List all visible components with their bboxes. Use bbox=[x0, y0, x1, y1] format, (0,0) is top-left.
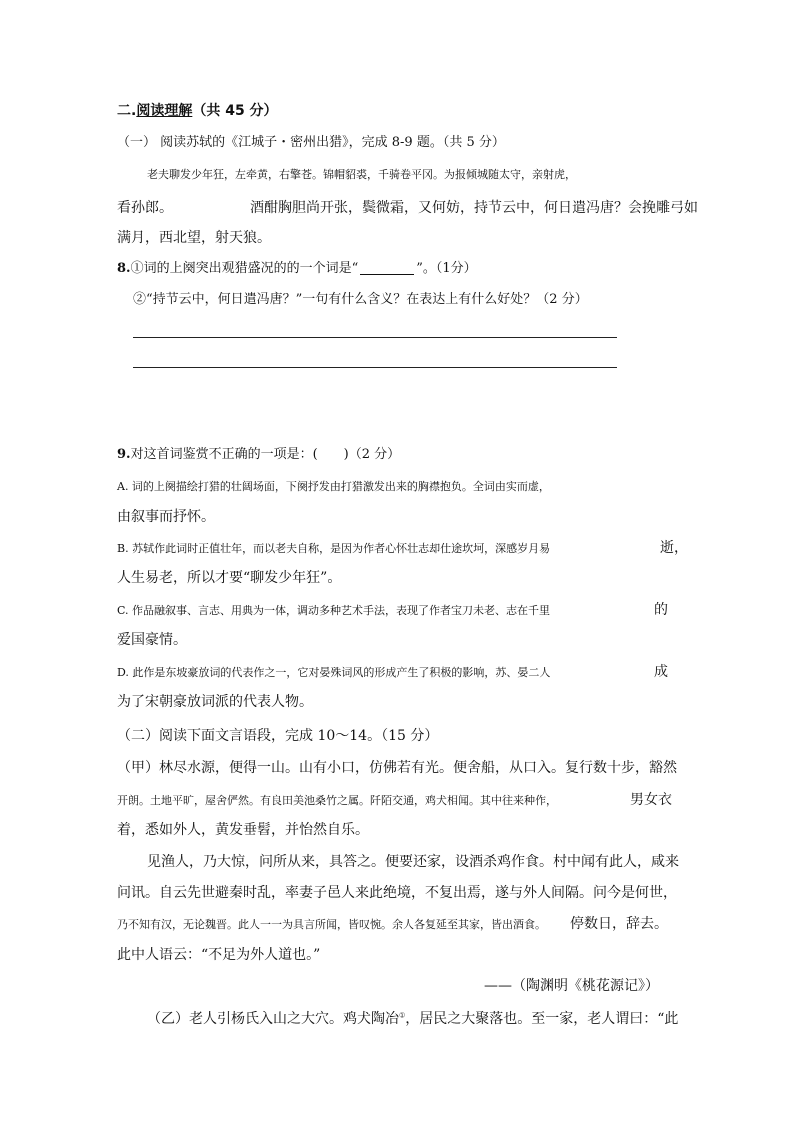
jia-source: ——（陶渊明《桃花源记》） bbox=[484, 978, 659, 994]
jia-line-3: 着，悉如外人，黄发垂髫，并怡然自乐。 bbox=[117, 822, 369, 838]
q9-number: 9. bbox=[117, 447, 131, 462]
section-number: 二. bbox=[117, 103, 137, 119]
q8-part1-before: ①词的上阕突出观猎盛况的的一个词是“ bbox=[130, 261, 359, 276]
option-d-line-1-end: 成 bbox=[654, 664, 668, 680]
poem-line-3: 满月，西北望，射天狼。 bbox=[117, 230, 271, 246]
jia-line-7: 此中人语云：“不足为外人道也。” bbox=[117, 947, 321, 963]
jia-line-2b: 男女衣 bbox=[630, 792, 672, 808]
answer-line-2[interactable] bbox=[133, 367, 617, 368]
yi-line-1 bbox=[147, 1012, 678, 1026]
q8-part1-after: ”。（1分） bbox=[416, 261, 477, 276]
poem-line-1: 老夫聊发少年狂，左牵黄，右擎苍。锦帽貂裘，千骑卷平冈。为报倾城随太守，亲射虎， bbox=[147, 168, 576, 181]
option-c-line-1: C. 作品融叙事、言志、用典为一体，调动多种艺术手法，表现了作者宝刀未老、志在千里 bbox=[117, 604, 551, 617]
yi-line-1a: （乙）老人引杨氏入山之大穴。鸡犬陶冶 bbox=[147, 1011, 399, 1027]
option-d-line-1: D. 此作是东坡豪放词的代表作之一，它对晏殊词风的形成产生了积极的影响，苏、晏二人 bbox=[117, 666, 551, 679]
option-b-line-1-end: 逝， bbox=[660, 540, 688, 556]
part2-heading: （二）阅读下面文言语段，完成 10～14。（15 分） bbox=[117, 728, 439, 744]
section-score: （共 45 分） bbox=[192, 103, 278, 119]
jia-line-2a: 开朗。土地平旷，屋舍俨然。有良田美池桑竹之属。阡陌交通，鸡犬相闻。其中往来种作， bbox=[117, 794, 557, 807]
q8-answer-blank[interactable] bbox=[360, 262, 414, 275]
poem-line-2a: 看孙郎。 bbox=[117, 200, 173, 216]
option-a-line-1: A. 词的上阕描绘打猎的壮阔场面，下阕抒发由打猎激发出来的胸襟抱负。全词由实而虚， bbox=[117, 480, 550, 493]
option-d-line-2: 为了宋朝豪放词派的代表人物。 bbox=[117, 694, 313, 710]
jia-line-6b: 停数日，辞去。 bbox=[570, 916, 668, 932]
section-title: 阅读理解 bbox=[136, 103, 193, 119]
footnote-marker: ① bbox=[399, 1011, 406, 1020]
question-8 bbox=[117, 262, 477, 275]
yi-line-1b: ，居民之大聚落也。至一家，老人谓曰：“此 bbox=[405, 1011, 679, 1027]
poem-line-2b: 酒酣胸胆尚开张，鬓微霜，又何妨，持节云中，何日遣冯唐？会挽雕弓如 bbox=[250, 200, 698, 216]
option-b-line-1: B. 苏轼作此词时正值壮年，而以老夫自称，是因为作者心怀壮志却仕途坎坷，深感岁月易 bbox=[117, 542, 551, 555]
option-c-line-1-end: 的 bbox=[654, 602, 668, 618]
jia-line-6a: 乃不知有汉，无论魏晋。此人一一为具言所闻，皆叹惋。余人各复延至其家，皆出酒食。 bbox=[117, 918, 546, 931]
q9-stem: 对这首词鉴赏不正确的一项是：( )（2 分） bbox=[130, 447, 401, 462]
q8-part2: ②“持节云中，何日遣冯唐？”一句有什么含义？在表达上有什么好处？（2 分） bbox=[133, 292, 588, 307]
jia-line-1: （甲）林尽水源，便得一山。山有小口，仿佛若有光。便舍船，从口入。复行数十步，豁然 bbox=[117, 760, 677, 776]
question-9 bbox=[117, 448, 400, 461]
option-a-line-2: 由叙事而抒怀。 bbox=[117, 509, 215, 525]
q8-number: 8. bbox=[117, 261, 131, 276]
part1-heading: （一） 阅读苏轼的《江城子・密州出猎》，完成 8-9 题。（共 5 分） bbox=[117, 135, 505, 150]
section-heading bbox=[117, 104, 278, 118]
jia-line-5: 问讯。自云先世避秦时乱，率妻子邑人来此绝境，不复出焉，遂与外人间隔。问今是何世， bbox=[117, 885, 677, 901]
jia-line-4: 见渔人，乃大惊，问所从来，具答之。便要还家，设酒杀鸡作食。村中闻有此人，咸来 bbox=[147, 854, 679, 870]
option-c-line-2: 爱国豪情。 bbox=[117, 632, 187, 648]
option-b-line-2: 人生易老，所以才要“聊发少年狂”。 bbox=[117, 570, 342, 586]
answer-line-1[interactable] bbox=[133, 337, 617, 338]
